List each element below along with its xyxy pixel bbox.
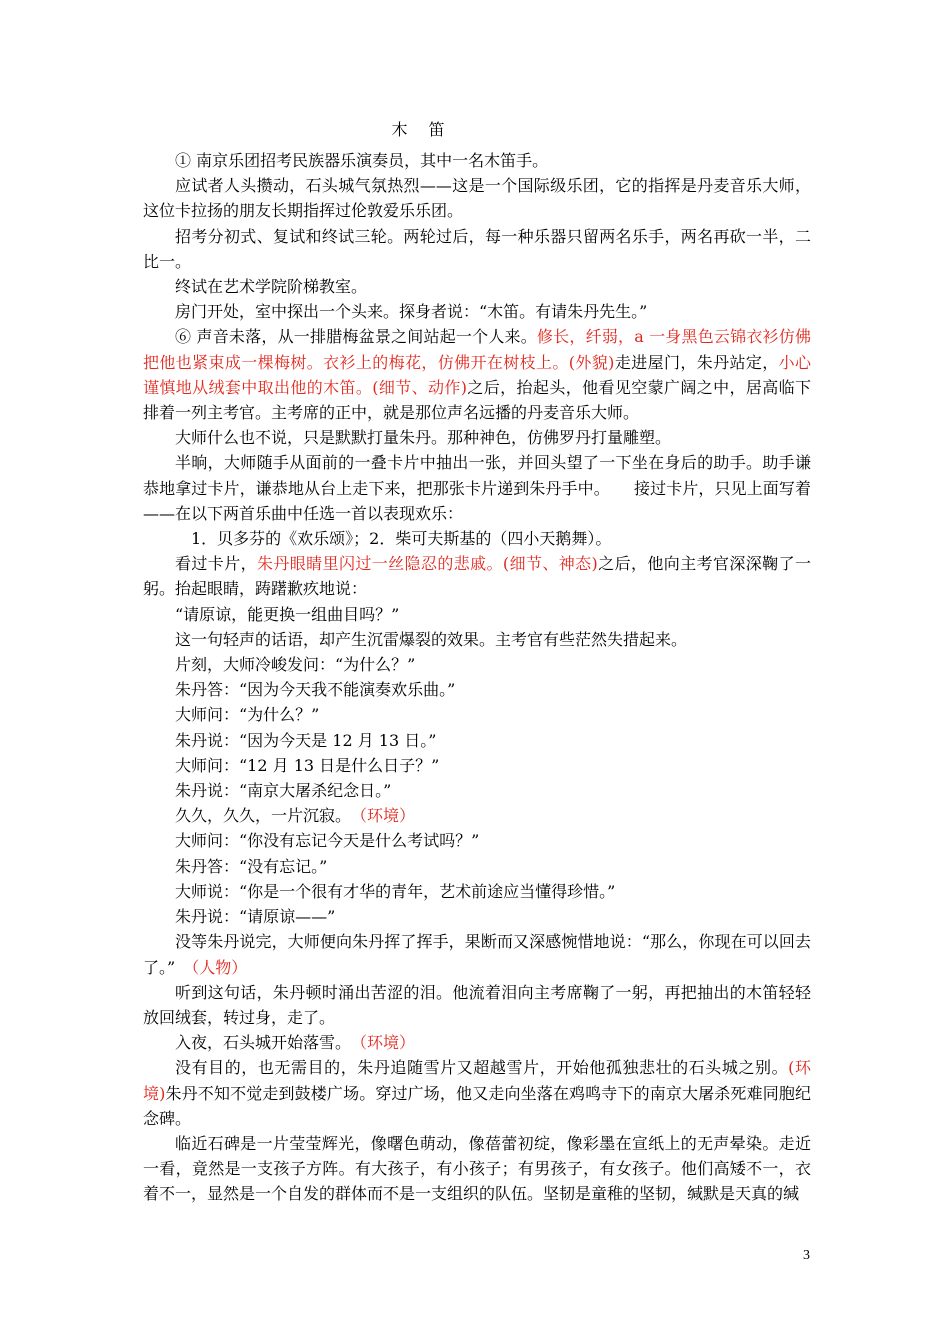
- body-text: 没有目的，也无需目的，朱丹追随雪片又超越雪片，开始他孤独悲壮的石头城之别。: [175, 1058, 789, 1078]
- paragraph: [143, 224, 811, 274]
- annotation-text: (环境): [143, 1058, 811, 1103]
- document-page: [143, 118, 811, 1207]
- paragraph: [143, 324, 811, 425]
- body-text: 朱丹说：“请原谅——”: [175, 907, 336, 927]
- paragraph: [143, 677, 811, 702]
- body-text: 看过卡片，: [175, 554, 257, 574]
- paragraph: [143, 627, 811, 652]
- paragraph: [143, 828, 811, 853]
- paragraph: [143, 1055, 811, 1131]
- document-title: 木 笛: [391, 120, 453, 139]
- paragraph: [143, 728, 811, 753]
- body-text: 终试在艺术学院阶梯教室。: [175, 277, 368, 297]
- paragraph: [143, 702, 811, 727]
- body-text: 这一句轻声的话语，却产生沉雷爆裂的效果。主考官有些茫然失措起来。: [175, 629, 688, 649]
- body-text: 1．贝多芬的《欢乐颂》；2．柴可夫斯基的（四小天鹅舞）。: [175, 529, 612, 549]
- paragraph: [143, 929, 811, 979]
- body-text: 半晌，大师随手从面前的一叠卡片中抽出一张，并回头望了一下坐在身后的助手。助手谦恭地拿过卡片，谦恭地从台上走下来，把那张卡片递到朱丹手中。 接过卡片，只见上面写着——在以下两首乐曲中任选一首以表现欢乐：: [143, 453, 811, 523]
- body-text: “请原谅，能更换一组曲目吗？”: [175, 604, 400, 624]
- paragraph: [143, 854, 811, 879]
- body-text: 之后，抬起头，他看见空蒙广阔之中，居高临下排着一列主考官。主考席的正中，就是那位声名远播的丹麦音乐大师。: [143, 377, 811, 423]
- paragraph: [143, 778, 811, 803]
- paragraph: [143, 173, 811, 223]
- body-text: 大师什么也不说，只是默默打量朱丹。那种神色，仿佛罗丹打量雕塑。: [175, 428, 672, 448]
- annotation-text: （环境）: [359, 806, 416, 826]
- body-text: ① 南京乐团招考民族器乐演奏员，其中一名木笛手。: [175, 151, 549, 170]
- body-text: 片刻，大师冷峻发问：“为什么？”: [175, 655, 416, 675]
- annotation-text: （人物）: [191, 957, 248, 977]
- body-text: 应试者人头攒动，石头城气氛热烈——这是一个国际级乐团，它的指挥是丹麦音乐大师，这位卡拉扬的朋友长期指挥过伦敦爱乐乐团。: [143, 176, 811, 221]
- body-text: 久久，久久，一片沉寂。: [175, 806, 360, 826]
- paragraph: [143, 1131, 811, 1207]
- paragraph: [143, 879, 811, 904]
- body-text: 听到这句话，朱丹顿时涌出苦涩的泪。他流着泪向主考席鞠了一躬，再把抽出的木笛轻轻放回绒套，转过身，走了。: [143, 982, 811, 1027]
- body-text: 走进屋门，朱丹站定，: [614, 352, 779, 372]
- annotation-text: 朱丹眼睛里闪过一丝隐忍的悲戚。(细节、神态): [256, 554, 598, 574]
- body-text: 朱丹答：“没有忘记。”: [175, 856, 328, 876]
- body-text: 朱丹答：“因为今天我不能演奏欢乐曲。”: [175, 680, 456, 700]
- annotation-text: 小心谨慎地从绒套中取出他的木笛。(细节、动作): [143, 352, 811, 397]
- paragraph: [143, 803, 811, 828]
- body-text: 大师说：“你是一个很有才华的青年，艺术前途应当懂得珍惜。”: [175, 881, 616, 901]
- paragraph: [143, 526, 811, 551]
- body-text: 大师问：“12 月 13 日是什么日子？”: [175, 755, 440, 775]
- body-text: 房门开处，室中探出一个头来。探身者说：“木笛。有请朱丹先生。”: [175, 302, 648, 322]
- paragraph: [143, 602, 811, 627]
- paragraph: [143, 551, 811, 601]
- body-text: ⑥ 声音未落，从一排腊梅盆景之间站起一个人来。: [175, 327, 537, 347]
- annotation-text: （环境）: [359, 1033, 416, 1053]
- body-text: 入夜，石头城开始落雪。: [175, 1033, 360, 1053]
- paragraph: [143, 274, 811, 299]
- annotation-text: 修长，纤弱，a 一身黑色云锦衣衫仿佛把他也紧束成一棵梅树。衣衫上的梅花，仿佛开在树枝上。(外貌): [143, 327, 811, 372]
- body-text: 临近石碑是一片莹莹辉光，像曙色萌动，像蓓蕾初绽，像彩墨在宣纸上的无声晕染。走近一看，竟然是一支孩子方阵。有大孩子，有小孩子；有男孩子，有女孩子。他们高矮不一，衣着不一，显然是一个自发的群体而不是一支组织的队伍。坚韧是童稚的坚韧，缄默是天真的缄: [143, 1133, 811, 1204]
- page-number: 3: [803, 1248, 810, 1263]
- body-text: 朱丹说：“因为今天是 12 月 13 日。”: [175, 730, 437, 750]
- body-text: 之后，他向主考官深深鞠了一躬。抬起眼睛，踌躇歉疚地说：: [143, 554, 811, 599]
- paragraph: [143, 652, 811, 677]
- paragraph: [143, 450, 811, 526]
- paragraph: [143, 299, 811, 324]
- paragraph: [143, 148, 811, 173]
- body-text: 大师问：“你没有忘记今天是什么考试吗？”: [175, 831, 480, 851]
- body-text: 招考分初式、复试和终试三轮。两轮过后，每一种乐器只留两名乐手，两名再砍一半，二比一。: [143, 226, 811, 271]
- paragraph: [143, 980, 811, 1030]
- paragraph: [143, 1030, 811, 1055]
- paragraph: [143, 753, 811, 778]
- body-text: 朱丹不知不觉走到鼓楼广场。穿过广场，他又走向坐落在鸡鸣寺下的南京大屠杀死难同胞纪念碑。: [143, 1083, 811, 1128]
- body-text: 朱丹说：“南京大屠杀纪念日。”: [175, 781, 392, 801]
- body-text: 大师问：“为什么？”: [175, 705, 320, 725]
- paragraph: [143, 904, 811, 929]
- body-text: 没等朱丹说完，大师便向朱丹挥了挥手，果断而又深感惋惜地说：“那么，你现在可以回去了。”: [143, 932, 811, 977]
- paragraph: [143, 425, 811, 450]
- document-body: [143, 148, 811, 1207]
